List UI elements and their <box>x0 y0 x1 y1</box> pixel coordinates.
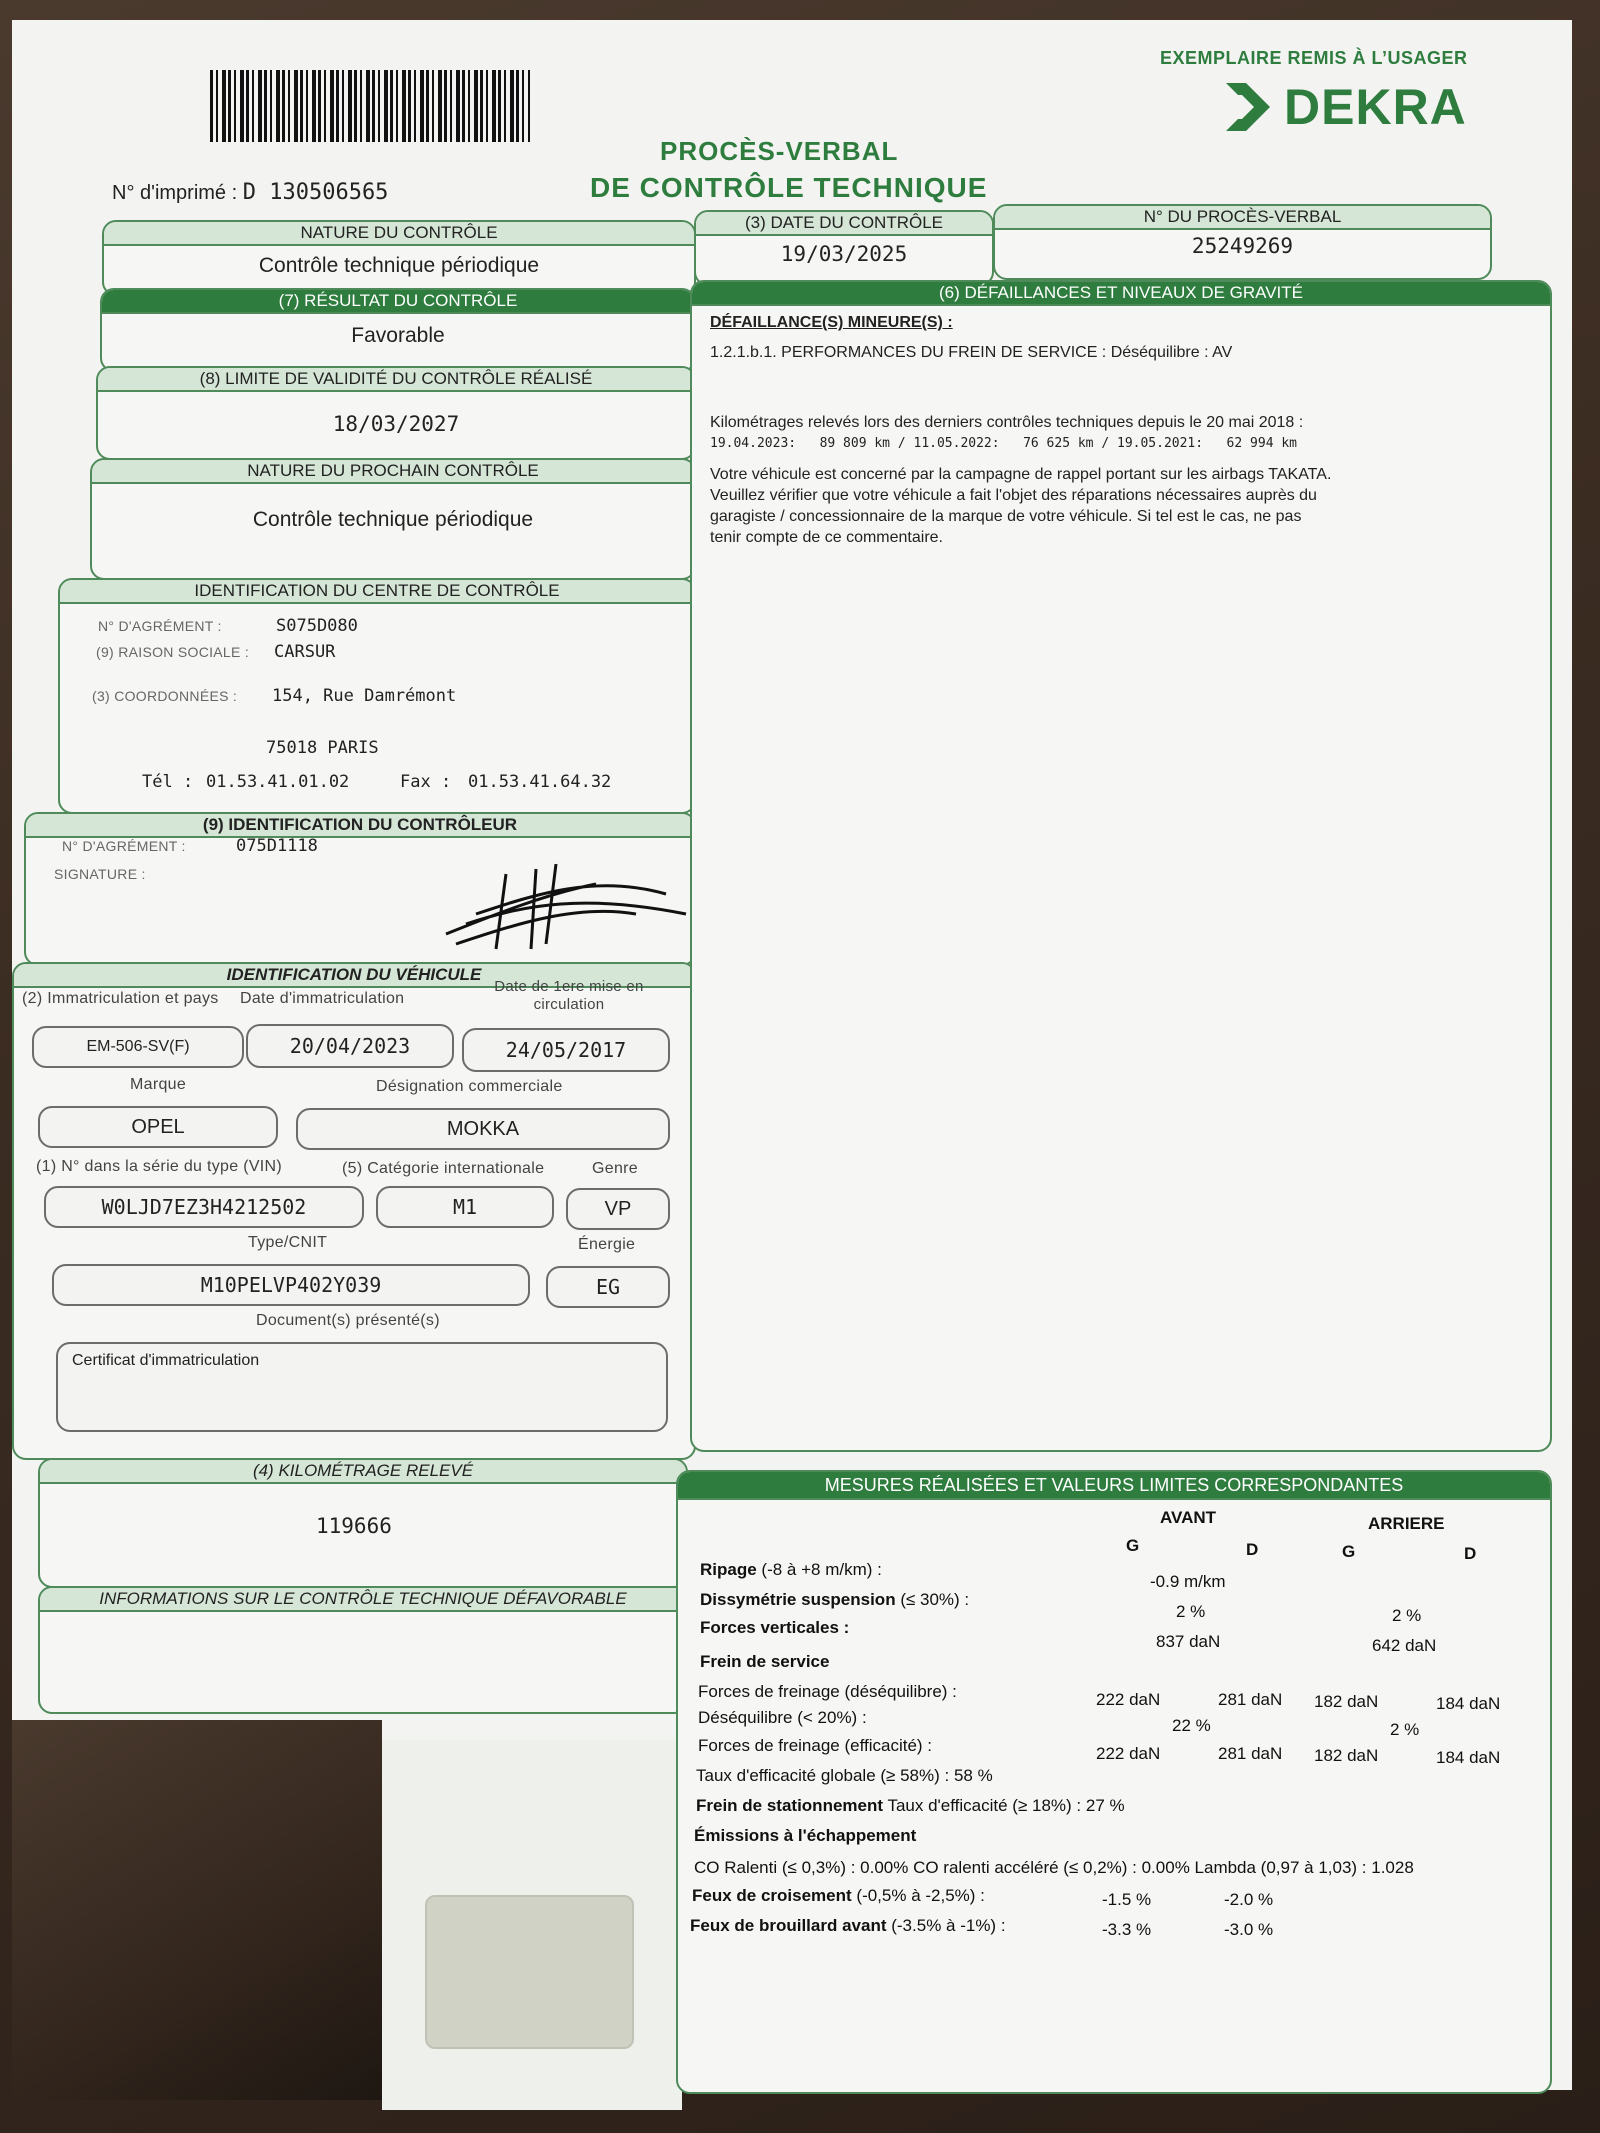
croisement-d: -2.0 % <box>1224 1890 1274 1909</box>
centre-tel-value: 01.53.41.01.02 <box>206 772 350 792</box>
centre-coord-label: (3) COORDONNÉES : <box>92 688 238 704</box>
pv-number-value: 25249269 <box>1191 234 1294 258</box>
prochain-controle-label: NATURE DU PROCHAIN CONTRÔLE <box>92 460 694 484</box>
documents-value: Certificat d'immatriculation <box>72 1352 260 1369</box>
co-line: CO Ralenti (≤ 0,3%) : 0.00% CO ralenti accéléré (≤ 0,2%) : 0.00% Lambda (0,97 à 1,03) : 1.028 <box>694 1858 1414 1877</box>
croisement-g: -1.5 % <box>1102 1890 1152 1909</box>
stationnement-value: Taux d'efficacité (≥ 18%) : 27 % <box>887 1796 1125 1815</box>
imprime-value: D 130506565 <box>242 180 389 205</box>
centre-address: 154, Rue Damrémont <box>272 686 457 706</box>
ff-deseq-label: Forces de freinage (déséquilibre) : <box>698 1682 957 1701</box>
kilometrage-box <box>38 1458 688 1588</box>
type-field: M10PELVP402Y039 <box>52 1264 530 1306</box>
mesures-label: MESURES RÉALISÉES ET VALEURS LIMITES CORRESPONDANTES <box>678 1472 1550 1500</box>
emissions-label: Émissions à l'échappement <box>694 1826 917 1845</box>
mineure-item-1: 1.2.1.b.1. PERFORMANCES DU FREIN DE SERVICE : Déséquilibre : AV <box>710 344 1233 361</box>
ff-eff-arg: 182 daN <box>1314 1746 1379 1765</box>
centre-controle-box <box>58 578 696 814</box>
pv-number-box <box>993 204 1492 280</box>
brand-name: DEKRA <box>1284 79 1467 135</box>
avant-d: D <box>1246 1540 1259 1559</box>
imprime-number <box>112 180 388 205</box>
frein-service-label: Frein de service <box>700 1652 830 1671</box>
nature-controle-label: NATURE DU CONTRÔLE <box>104 222 694 246</box>
exemplaire-label: EXEMPLAIRE REMIS À L’USAGER <box>1160 48 1468 68</box>
ff-deseq-avg: 222 daN <box>1096 1690 1161 1709</box>
kilometrage-label: (4) KILOMÉTRAGE RELEVÉ <box>40 1460 686 1484</box>
rappel-line-3: garagiste / concessionnaire de la marque de votre véhicule. Si tel est le cas, ne pas <box>710 508 1302 525</box>
centre-agrement-value: S075D080 <box>276 616 358 636</box>
prochain-controle-box <box>90 458 696 580</box>
taux-global: Taux d'efficacité globale (≥ 58%) : 58 % <box>696 1766 993 1785</box>
centre-raison-value: CARSUR <box>274 642 336 662</box>
title-line1: PROCÈS-VERBAL <box>660 136 899 166</box>
brouillard-limit: (-3.5% à -1%) : <box>891 1916 1006 1935</box>
arriere-g: G <box>1342 1542 1356 1561</box>
ripage-row <box>700 1560 882 1580</box>
signature-label: SIGNATURE : <box>54 866 146 882</box>
type-label: Type/CNIT <box>248 1234 328 1251</box>
croisement-row <box>692 1886 985 1906</box>
imprime-label: N° d'imprimé : <box>112 182 238 204</box>
centre-city: 75018 PARIS <box>266 738 379 758</box>
controleur-box <box>24 812 696 966</box>
km-intro: Kilométrages relevés lors des derniers contrôles techniques depuis le 20 mai 2018 : <box>710 414 1304 431</box>
stationnement-label: Frein de stationnement <box>696 1796 884 1815</box>
rappel-line-4: tenir compte de ce commentaire. <box>710 529 943 546</box>
avant-label: AVANT <box>1160 1508 1217 1527</box>
limite-validite-label: (8) LIMITE DE VALIDITÉ DU CONTRÔLE RÉALISÉ <box>98 368 694 392</box>
arriere-label: ARRIERE <box>1368 1514 1445 1533</box>
rappel-line-1: Votre véhicule est concerné par la campagne de rappel portant sur les airbags TAKATA. <box>710 466 1332 483</box>
ff-eff-avd: 281 daN <box>1218 1744 1283 1763</box>
kilometrage-value: 119666 <box>316 1514 392 1538</box>
controleur-agrement-label: N° D'AGRÉMENT : <box>62 838 186 854</box>
designation-label: Désignation commerciale <box>376 1078 563 1095</box>
marque-field: OPEL <box>38 1106 278 1148</box>
documents-field <box>56 1342 668 1432</box>
defaillances-box <box>690 280 1552 1452</box>
table-surface <box>12 1720 382 2100</box>
ripage-limit: (-8 à +8 m/km) : <box>761 1560 882 1579</box>
vin-label: (1) N° dans la série du type (VIN) <box>36 1158 283 1175</box>
stationnement-row <box>696 1796 1125 1816</box>
vin-field: W0LJD7EZ3H4212502 <box>44 1186 364 1228</box>
avant-g: G <box>1126 1536 1140 1555</box>
controleur-agrement-value: 075D1118 <box>236 836 318 856</box>
categorie-label: (5) Catégorie internationale <box>342 1160 545 1177</box>
ripage-value: -0.9 m/km <box>1150 1572 1226 1591</box>
centre-raison-label: (9) RAISON SOCIALE : <box>96 644 250 660</box>
limite-validite-box <box>96 366 696 460</box>
ff-eff-label: Forces de freinage (efficacité) : <box>698 1736 933 1755</box>
energie-field: EG <box>546 1266 670 1308</box>
nature-controle-value: Contrôle technique périodique <box>258 254 540 277</box>
ripage-label: Ripage <box>700 1560 757 1579</box>
barcode <box>210 70 530 142</box>
genre-label: Genre <box>592 1160 638 1177</box>
forces-vert-ar: 642 daN <box>1372 1636 1437 1655</box>
ff-eff-avg: 222 daN <box>1096 1744 1161 1763</box>
dissym-row <box>700 1590 969 1610</box>
defaillances-label: (6) DÉFAILLANCES ET NIVEAUX DE GRAVITÉ <box>692 282 1550 306</box>
vehicule-label: IDENTIFICATION DU VÉHICULE <box>14 964 694 988</box>
vehicule-box <box>12 962 696 1460</box>
deseq-av: 22 % <box>1172 1716 1211 1735</box>
dekra-chevron-icon <box>1222 79 1274 135</box>
categorie-field: M1 <box>376 1186 554 1228</box>
mineures-title: DÉFAILLANCE(S) MINEURE(S) : <box>710 314 953 331</box>
croisement-limit: (-0,5% à -2,5%) : <box>856 1886 985 1905</box>
dekra-logo <box>1222 78 1467 136</box>
title-line2: DE CONTRÔLE TECHNIQUE <box>590 172 988 203</box>
brouillard-g: -3.3 % <box>1102 1920 1152 1939</box>
centre-fax-value: 01.53.41.64.32 <box>468 772 612 792</box>
immat-label: (2) Immatriculation et pays <box>22 990 219 1007</box>
date-immat-field: 20/04/2023 <box>246 1024 454 1068</box>
immat-field: EM-506-SV(F) <box>32 1026 244 1068</box>
dissym-av: 2 % <box>1176 1602 1206 1621</box>
controleur-label: (9) IDENTIFICATION DU CONTRÔLEUR <box>26 814 694 838</box>
date-controle-box <box>694 210 994 286</box>
brouillard-label: Feux de brouillard avant <box>690 1916 887 1935</box>
centre-controle-label: IDENTIFICATION DU CENTRE DE CONTRÔLE <box>60 580 694 604</box>
defavorable-label: INFORMATIONS SUR LE CONTRÔLE TECHNIQUE DÉFAVORABLE <box>40 1588 686 1612</box>
resultat-value: Favorable <box>351 324 445 347</box>
signature-scribble <box>436 854 696 954</box>
date-controle-label: (3) DATE DU CONTRÔLE <box>696 212 992 236</box>
date-controle-value: 19/03/2025 <box>780 242 908 266</box>
dissym-ar: 2 % <box>1392 1606 1422 1625</box>
centre-fax-label: Fax : <box>400 772 452 792</box>
brouillard-row <box>690 1916 1006 1936</box>
date-first-field: 24/05/2017 <box>462 1028 670 1072</box>
documents-label: Document(s) présenté(s) <box>256 1312 440 1329</box>
limite-validite-value: 18/03/2027 <box>332 412 460 436</box>
km-history: 19.04.2023: 89 809 km / 11.05.2022: 76 625 km / 19.05.2021: 62 994 km <box>710 436 1297 451</box>
croisement-label: Feux de croisement <box>692 1886 852 1905</box>
date-immat-label: Date d'immatriculation <box>240 990 405 1007</box>
brouillard-d: -3.0 % <box>1224 1920 1274 1939</box>
centre-tel-label: Tél : <box>142 772 194 792</box>
ff-deseq-ard: 184 daN <box>1436 1694 1501 1713</box>
dissym-label: Dissymétrie suspension <box>700 1590 896 1609</box>
resultat-label: (7) RÉSULTAT DU CONTRÔLE <box>102 290 694 314</box>
marque-label: Marque <box>130 1076 187 1093</box>
ff-eff-ard: 184 daN <box>1436 1748 1501 1767</box>
defavorable-box <box>38 1586 688 1714</box>
designation-field: MOKKA <box>296 1108 670 1150</box>
genre-field: VP <box>566 1188 670 1230</box>
ff-deseq-avd: 281 daN <box>1218 1690 1283 1709</box>
prochain-controle-value: Contrôle technique périodique <box>252 508 534 531</box>
dissym-limit: (≤ 30%) : <box>900 1590 970 1609</box>
arriere-d: D <box>1464 1544 1477 1563</box>
mesures-box <box>676 1470 1552 2094</box>
date-first-label: Date de 1ere mise en circulation <box>494 978 644 1013</box>
pv-number-label: N° DU PROCÈS-VERBAL <box>995 206 1490 230</box>
nature-controle-box <box>102 220 696 296</box>
resultat-box <box>100 288 696 372</box>
centre-agrement-label: N° D'AGRÉMENT : <box>98 618 222 634</box>
rappel-line-2: Veuillez vérifier que votre véhicule a fait l'objet des réparations nécessaires auprès du <box>710 487 1317 504</box>
deseq-label: Déséquilibre (< 20%) : <box>698 1708 867 1727</box>
energie-label: Énergie <box>578 1236 636 1253</box>
sticker-blank <box>425 1895 634 2049</box>
deseq-ar: 2 % <box>1390 1720 1420 1739</box>
forces-vert-label: Forces verticales : <box>700 1618 850 1637</box>
ff-deseq-arg: 182 daN <box>1314 1692 1379 1711</box>
forces-vert-av: 837 daN <box>1156 1632 1221 1651</box>
